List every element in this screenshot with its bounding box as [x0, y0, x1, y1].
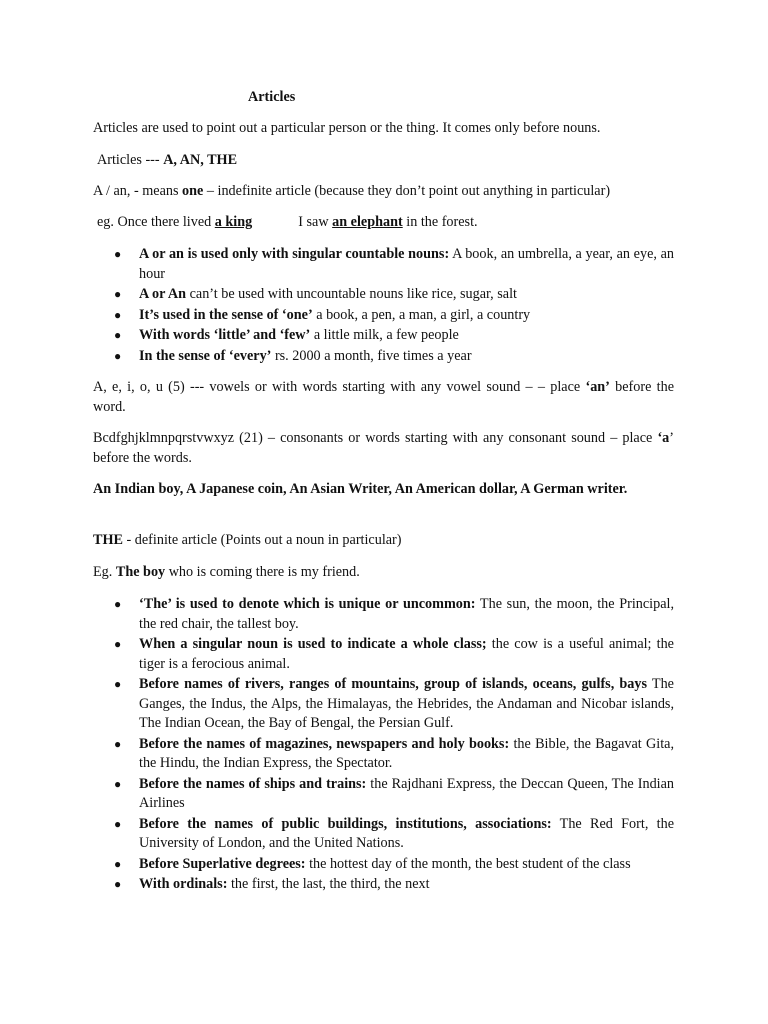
bullet-icon: ● — [114, 597, 122, 611]
list-item: ● A or an is used only with singular countable nouns: A book, an umbrella, a year, an eye, an hour — [114, 246, 674, 282]
list-item: ● Before the names of magazines, newspapers and holy books: the Bible, the Bagavat Gita, the Hindu, the Indian Express, the Spectator. — [114, 735, 675, 771]
examples-paragraph: An Indian boy, A Japanese coin, An Asian Writer, An American dollar, A German writer. — [93, 481, 628, 497]
bullet-icon: ● — [114, 776, 122, 791]
indefinite-article-line: A / an, - means one – indefinite article (because they don’t point out anything in particular) — [93, 183, 611, 199]
list-item: ● ‘The’ is used to denote which is unique or uncommon: The sun, the moon, the Principal, the red chair, the tallest boy. — [114, 596, 674, 632]
intro-paragraph: Articles are used to point out a particular person or the thing. It comes only before nouns. — [93, 120, 601, 136]
example-line-1: eg. Once there lived a king I saw an elephant in the forest. — [97, 214, 478, 230]
bullet-icon: ● — [114, 328, 122, 342]
list-item: ● It’s used in the sense of ‘one’ a book, a pen, a man, a girl, a country — [93, 306, 674, 326]
bullet-icon: ● — [114, 877, 122, 891]
list-item: ● A or An can’t be used with uncountable nouns like rice, sugar, salt — [93, 285, 674, 305]
vowels-paragraph: A, e, i, o, u (5) --- vowels or with words starting with any vowel sound – – place ‘an’ before the word. — [93, 379, 674, 415]
list-item: ● When a singular noun is used to indicate a whole class; the cow is a useful animal; the tiger is a ferocious animal. — [114, 636, 674, 672]
bullet-icon: ● — [114, 856, 122, 871]
list-item: ● Before names of rivers, ranges of mountains, group of islands, oceans, gulfs, bays The Ganges, the Indus, the Alps, the Himalayas, the Hebrides, the Andaman and Nicobar islands, The Indian Ocean, the Bay of Bengal, the Persian Gulf. — [114, 676, 674, 731]
example-line-2: Eg. The boy who is coming there is my friend. — [93, 564, 360, 580]
bullet-icon: ● — [114, 816, 122, 831]
bullet-icon: ● — [114, 736, 122, 751]
bullet-icon: ● — [114, 677, 122, 691]
bullet-icon: ● — [114, 307, 122, 322]
bullet-icon: ● — [114, 348, 122, 363]
list-item: ● Before the names of public buildings, institutions, associations: The Red Fort, the University of London, and the United Nations. — [114, 815, 675, 851]
consonants-paragraph: Bcdfghjklmnpqrstvwxyz (21) – consonants or words starting with any consonant sound – place ‘a’ before the words. — [93, 430, 674, 466]
list-item: ● With words ‘little’ and ‘few’ a little milk, a few people — [93, 326, 674, 346]
list-item: ● With ordinals: the first, the last, the third, the next — [93, 875, 674, 895]
bullet-icon: ● — [114, 287, 122, 301]
definite-rules-list — [93, 595, 674, 896]
articles-line: Articles --- A, AN, THE — [97, 152, 238, 168]
bullet-icon: ● — [114, 637, 122, 651]
list-item: ● In the sense of ‘every’ rs. 2000 a month, five times a year — [93, 347, 674, 367]
indefinite-rules-list — [93, 245, 674, 367]
definite-article-line: THE - definite article (Points out a noun in particular) — [93, 532, 402, 548]
bullet-icon: ● — [114, 247, 122, 261]
page-title: Articles — [248, 89, 296, 105]
list-item: ● Before Superlative degrees: the hottest day of the month, the best student of the class — [93, 855, 674, 875]
list-item: ● Before the names of ships and trains: the Rajdhani Express, the Deccan Queen, The Indian Airlines — [114, 775, 675, 811]
